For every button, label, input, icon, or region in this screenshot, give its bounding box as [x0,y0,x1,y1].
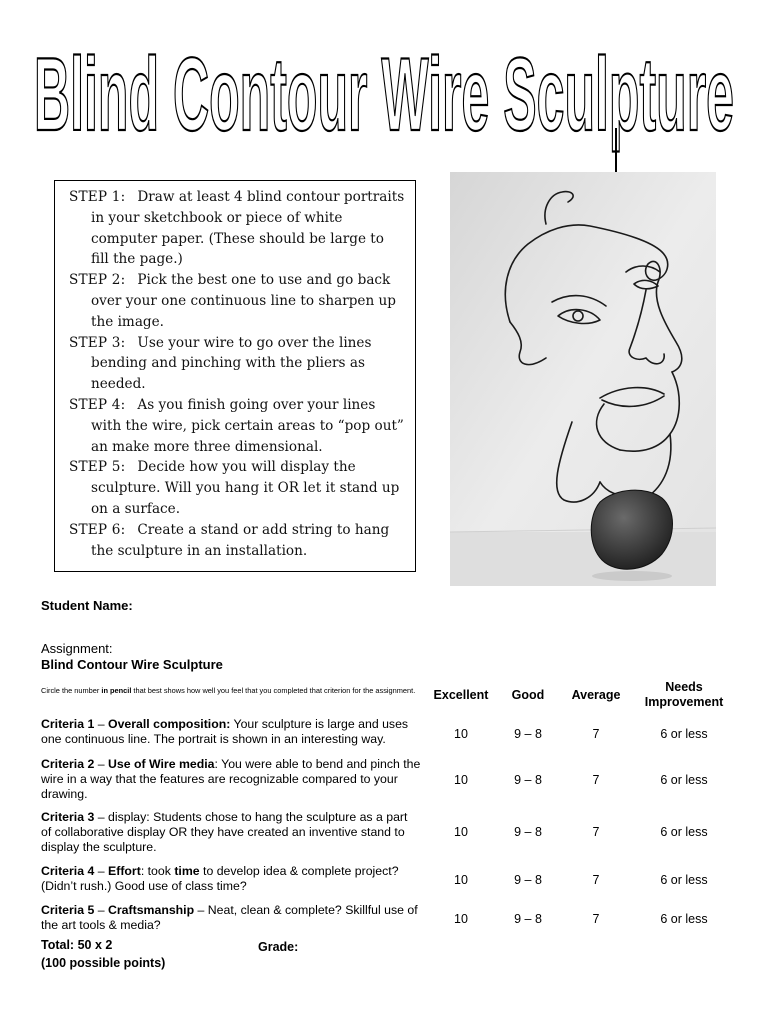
criteria-number: Criteria 2 [41,757,95,771]
criteria-description: – Neat, clean & complete? Skillful use of the art tools & media? [41,903,418,932]
score-excellent[interactable]: 10 [454,727,468,741]
step-text: Pick the best one to use and go back over your one continuous line to sharpen up the image. [91,272,396,330]
criteria-title: Overall composition: [108,717,231,731]
score-needs-improvement[interactable]: 6 or less [660,825,708,839]
step-label: STEP 6: [69,521,126,538]
criteria-number: Criteria 5 [41,903,95,917]
step-label: STEP 5: [69,459,126,476]
score-excellent[interactable]: 10 [454,773,468,787]
page-title [28,20,740,180]
step-label: STEP 1: [69,189,126,205]
score-excellent[interactable]: 10 [454,825,468,839]
sculpture-photo [450,172,716,586]
criteria-row-5: Criteria 5 – Craftsmanship – Neat, clean & complete? Skillful use of the art tools & media? [41,903,418,932]
score-needs-improvement[interactable]: 6 or less [660,727,708,741]
column-header-average: Average [571,688,621,702]
score-average[interactable]: 7 [592,912,600,926]
steps-box [54,180,416,572]
criteria-row-1: Criteria 1 – Overall composition: Your sculpture is large and uses one continuous line. The portrait is shown in an interesting way. [41,717,409,746]
criteria-emphasis: time [174,864,200,878]
score-excellent[interactable]: 10 [454,873,468,887]
score-excellent[interactable]: 10 [454,912,468,926]
column-header-needs-improvement: Needs Improvement [644,680,724,709]
score-good[interactable]: 9 – 8 [514,773,542,787]
score-average[interactable]: 7 [592,873,600,887]
step-text: As you finish going over your lines with the wire, pick certain areas to “pop out” an make more three dimensional. [91,396,404,455]
instruction-text: that best shows how well you feel that you completed that criterion for the assignment. [131,686,416,695]
criteria-number: Criteria 4 [41,864,95,878]
step-4 [69,395,405,457]
assignment-value: Blind Contour Wire Sculpture [41,657,223,672]
criteria-description: : You were able to bend and pinch the wire in a way that the features are recognizable compared to your drawing. [41,757,421,801]
column-header-good: Good [511,688,545,702]
criteria-number: Criteria 3 [41,810,95,824]
title-text: Blind Contour Wire Sculpture [34,37,734,153]
criteria-description: : took [140,864,175,878]
step-text: Create a stand or add string to hang the sculpture in an installation. [91,521,390,559]
step-text: Use your wire to go over the lines bending and pinching with the pliers as needed. [91,334,372,393]
criteria-row-2: Criteria 2 – Use of Wire media: You were able to bend and pinch the wire in a way that the features are recognizable compared to your drawing. [41,757,421,801]
score-needs-improvement[interactable]: 6 or less [660,873,708,887]
step-3 [69,333,405,395]
step-1 [69,187,405,270]
score-average[interactable]: 7 [592,773,600,787]
criteria-description: Your sculpture is large and uses one continuous line. The portrait is shown in an interesting way. [41,717,409,746]
criteria-title: Craftsmanship [108,903,195,917]
score-good[interactable]: 9 – 8 [514,825,542,839]
score-average[interactable]: 7 [592,727,600,741]
step-label: STEP 2: [69,272,126,289]
step-label: STEP 4: [69,396,126,413]
score-average[interactable]: 7 [592,825,600,839]
instruction-text: Circle the number [41,686,102,695]
step-2 [69,270,405,332]
step-text: Draw at least 4 blind contour portraits in your sketchbook or piece of white computer paper. (These should be large to fill the page.) [91,189,405,268]
score-needs-improvement[interactable]: 6 or less [660,912,708,926]
score-good[interactable]: 9 – 8 [514,727,542,741]
criteria-description: to develop idea & complete project? (Didn’t rush.) Good use of class time? [41,864,399,893]
step-label: STEP 3: [69,334,126,351]
total-label: Total: 50 x 2 [41,938,113,952]
step-6 [69,520,405,562]
step-5 [69,457,405,519]
criteria-title: Use of Wire media [108,757,215,771]
possible-points-label: (100 possible points) [41,956,166,970]
column-header-excellent: Excellent [433,688,489,702]
instruction-emphasis: in pencil [101,686,132,695]
grade-label: Grade: [258,940,299,954]
score-needs-improvement[interactable]: 6 or less [660,773,708,787]
score-good[interactable]: 9 – 8 [514,912,542,926]
score-good[interactable]: 9 – 8 [514,873,542,887]
criteria-title: Effort [108,864,141,878]
assignment-label: Assignment: [41,641,113,656]
rubric-instruction [41,686,421,695]
criteria-row-3: Criteria 3 – display: Students chose to hang the sculpture as a part of collaborative display OR they have created an inventive stand to display the sculpture. [41,810,408,854]
criteria-number: Criteria 1 [41,717,95,731]
student-name-label: Student Name: [41,598,133,613]
criteria-description: display: Students chose to hang the sculpture as a part of collaborative display OR they have created an inventive stand to display the sculpture. [41,810,408,854]
step-text: Decide how you will display the sculpture. Will you hang it OR let it stand up on a surface. [91,459,400,517]
criteria-row-4: Criteria 4 – Effort: took time to develop idea & complete project? (Didn’t rush.) Good use of class time? [41,864,399,893]
